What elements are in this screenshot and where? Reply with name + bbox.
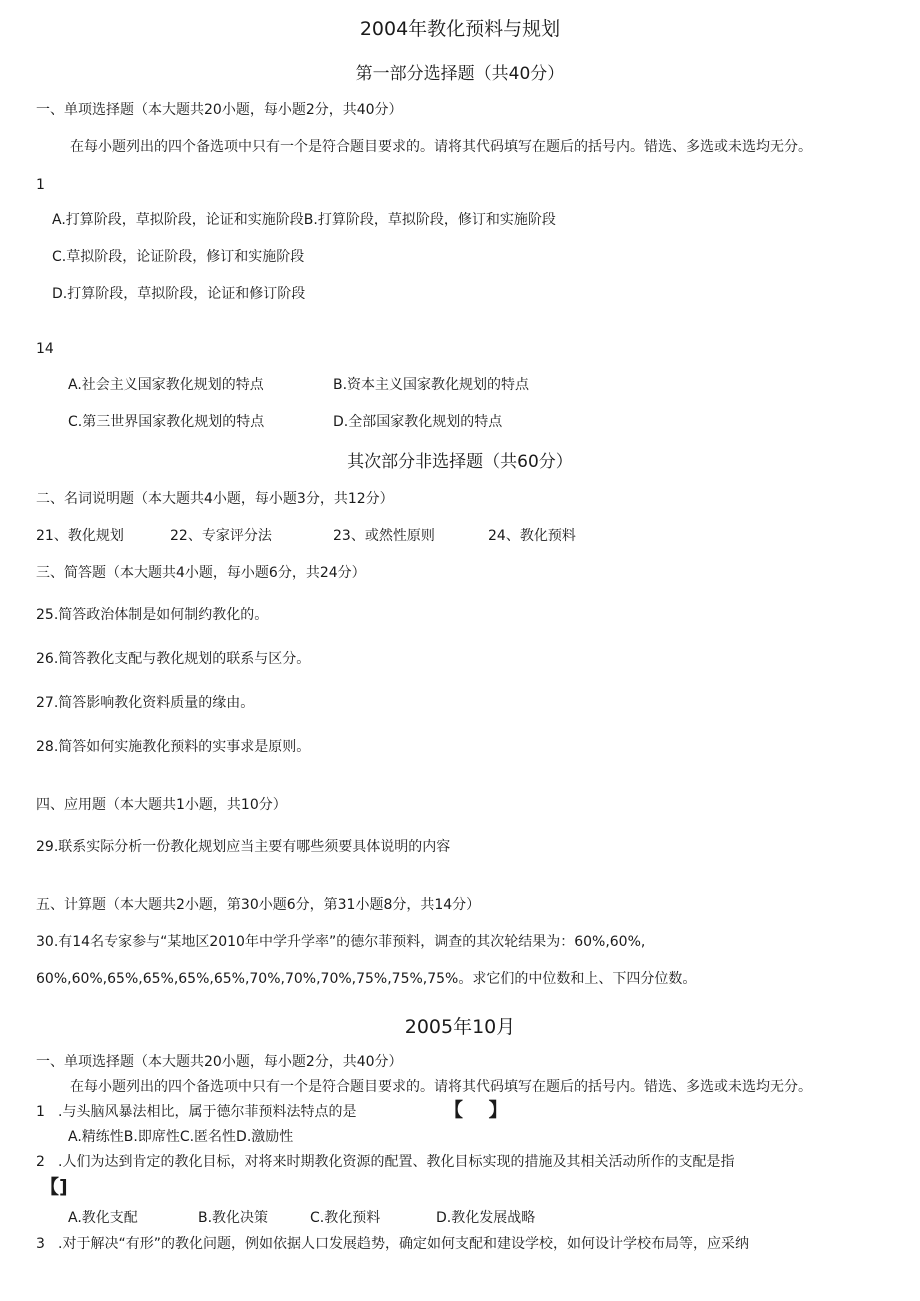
q2005-1-number: 1	[36, 1104, 45, 1120]
section1-instructions-2005: 在每小题列出的四个备选项中只有一个是符合题目要求的。请将其代码填写在题后的括号内。错选、多选或未选均无分。	[70, 1079, 812, 1095]
q2005-2-option-c: C.教化预料	[310, 1210, 381, 1226]
q2005-3-number: 3	[36, 1236, 45, 1252]
q2005-1-answer-bracket: 【 】	[444, 1099, 508, 1121]
question-1-option-c: C.草拟阶段，论证阶段，修订和实施阶段	[52, 249, 305, 265]
q2005-2-number: 2	[36, 1154, 45, 1170]
term-22: 22、专家评分法	[170, 528, 272, 544]
question-14-option-c: C.第三世界国家教化规划的特点	[68, 414, 265, 430]
section1-header-2005: 一、单项选择题（本大题共20小题，每小题2分，共40分）	[36, 1054, 403, 1070]
q2005-2-option-d: D.教化发展战略	[436, 1210, 536, 1226]
question-26: 26.简答教化支配与教化规划的联系与区分。	[36, 651, 311, 667]
question-14-option-b: B.资本主义国家教化规划的特点	[333, 377, 530, 393]
q2005-2-option-a: A.教化支配	[68, 1210, 138, 1226]
section1-header: 一、单项选择题（本大题共20小题，每小题2分，共40分）	[36, 102, 403, 118]
section4-header: 四、应用题（本大题共1小题，共10分）	[36, 797, 287, 813]
question-28: 28.简答如何实施教化预料的实事求是原则。	[36, 739, 311, 755]
doc-title-2004: 2004年教化预料与规划	[359, 18, 561, 40]
question-14-number: 14	[36, 341, 54, 357]
q2005-2-option-b: B.教化决策	[198, 1210, 269, 1226]
question-30-line2: 60%,60%,65%,65%,65%,65%,70%,70%,70%,75%,75%,75%。求它们的中位数和上、下四分位数。	[36, 971, 697, 987]
q2005-2-answer-bracket: 【]	[40, 1176, 68, 1198]
term-21: 21、教化规划	[36, 528, 124, 544]
question-29: 29.联系实际分析一份教化规划应当主要有哪些须要具体说明的内容	[36, 839, 451, 855]
term-23: 23、或然性原则	[333, 528, 435, 544]
term-24: 24、教化预料	[488, 528, 576, 544]
q2005-1-options: A.精练性B.即席性C.匿名性D.激励性	[68, 1129, 294, 1145]
part2-title: 其次部分非选择题（共60分）	[347, 452, 573, 472]
question-1-option-d: D.打算阶段，草拟阶段，论证和修订阶段	[52, 286, 306, 302]
q2005-3-text: .对于解决“有形”的教化问题，例如依据人口发展趋势，确定如何支配和建设学校，如何设计学校布局等，应采纳	[58, 1236, 749, 1252]
question-14-option-d: D.全部国家教化规划的特点	[333, 414, 503, 430]
section3-header: 三、简答题（本大题共4小题，每小题6分，共24分）	[36, 565, 366, 581]
section1-instructions: 在每小题列出的四个备选项中只有一个是符合题目要求的。请将其代码填写在题后的括号内。错选、多选或未选均无分。	[70, 139, 812, 155]
section5-header: 五、计算题（本大题共2小题，第30小题6分，第31小题8分，共14分）	[36, 897, 481, 913]
doc-title-2005: 2005年10月	[404, 1016, 516, 1038]
q2005-1-text: .与头脑风暴法相比，属于德尔菲预料法特点的是	[58, 1104, 357, 1120]
question-30-line1: 30.有14名专家参与“某地区2010年中学升学率”的德尔菲预料，调查的其次轮结果为：60%,60%,	[36, 934, 646, 950]
q2005-2-text: .人们为达到肯定的教化目标，对将来时期教化资源的配置、教化目标实现的措施及其相关活动所作的支配是指	[58, 1154, 735, 1170]
question-14-option-a: A.社会主义国家教化规划的特点	[68, 377, 264, 393]
question-27: 27.简答影响教化资料质量的缘由。	[36, 695, 255, 711]
section2-header: 二、名词说明题（本大题共4小题，每小题3分，共12分）	[36, 491, 394, 507]
part1-title: 第一部分选择题（共40分）	[355, 64, 565, 84]
question-1-number: 1	[36, 177, 45, 193]
question-25: 25.简答政治体制是如何制约教化的。	[36, 607, 269, 623]
question-1-options-ab: A.打算阶段，草拟阶段，论证和实施阶段B.打算阶段，草拟阶段，修订和实施阶段	[52, 212, 556, 228]
